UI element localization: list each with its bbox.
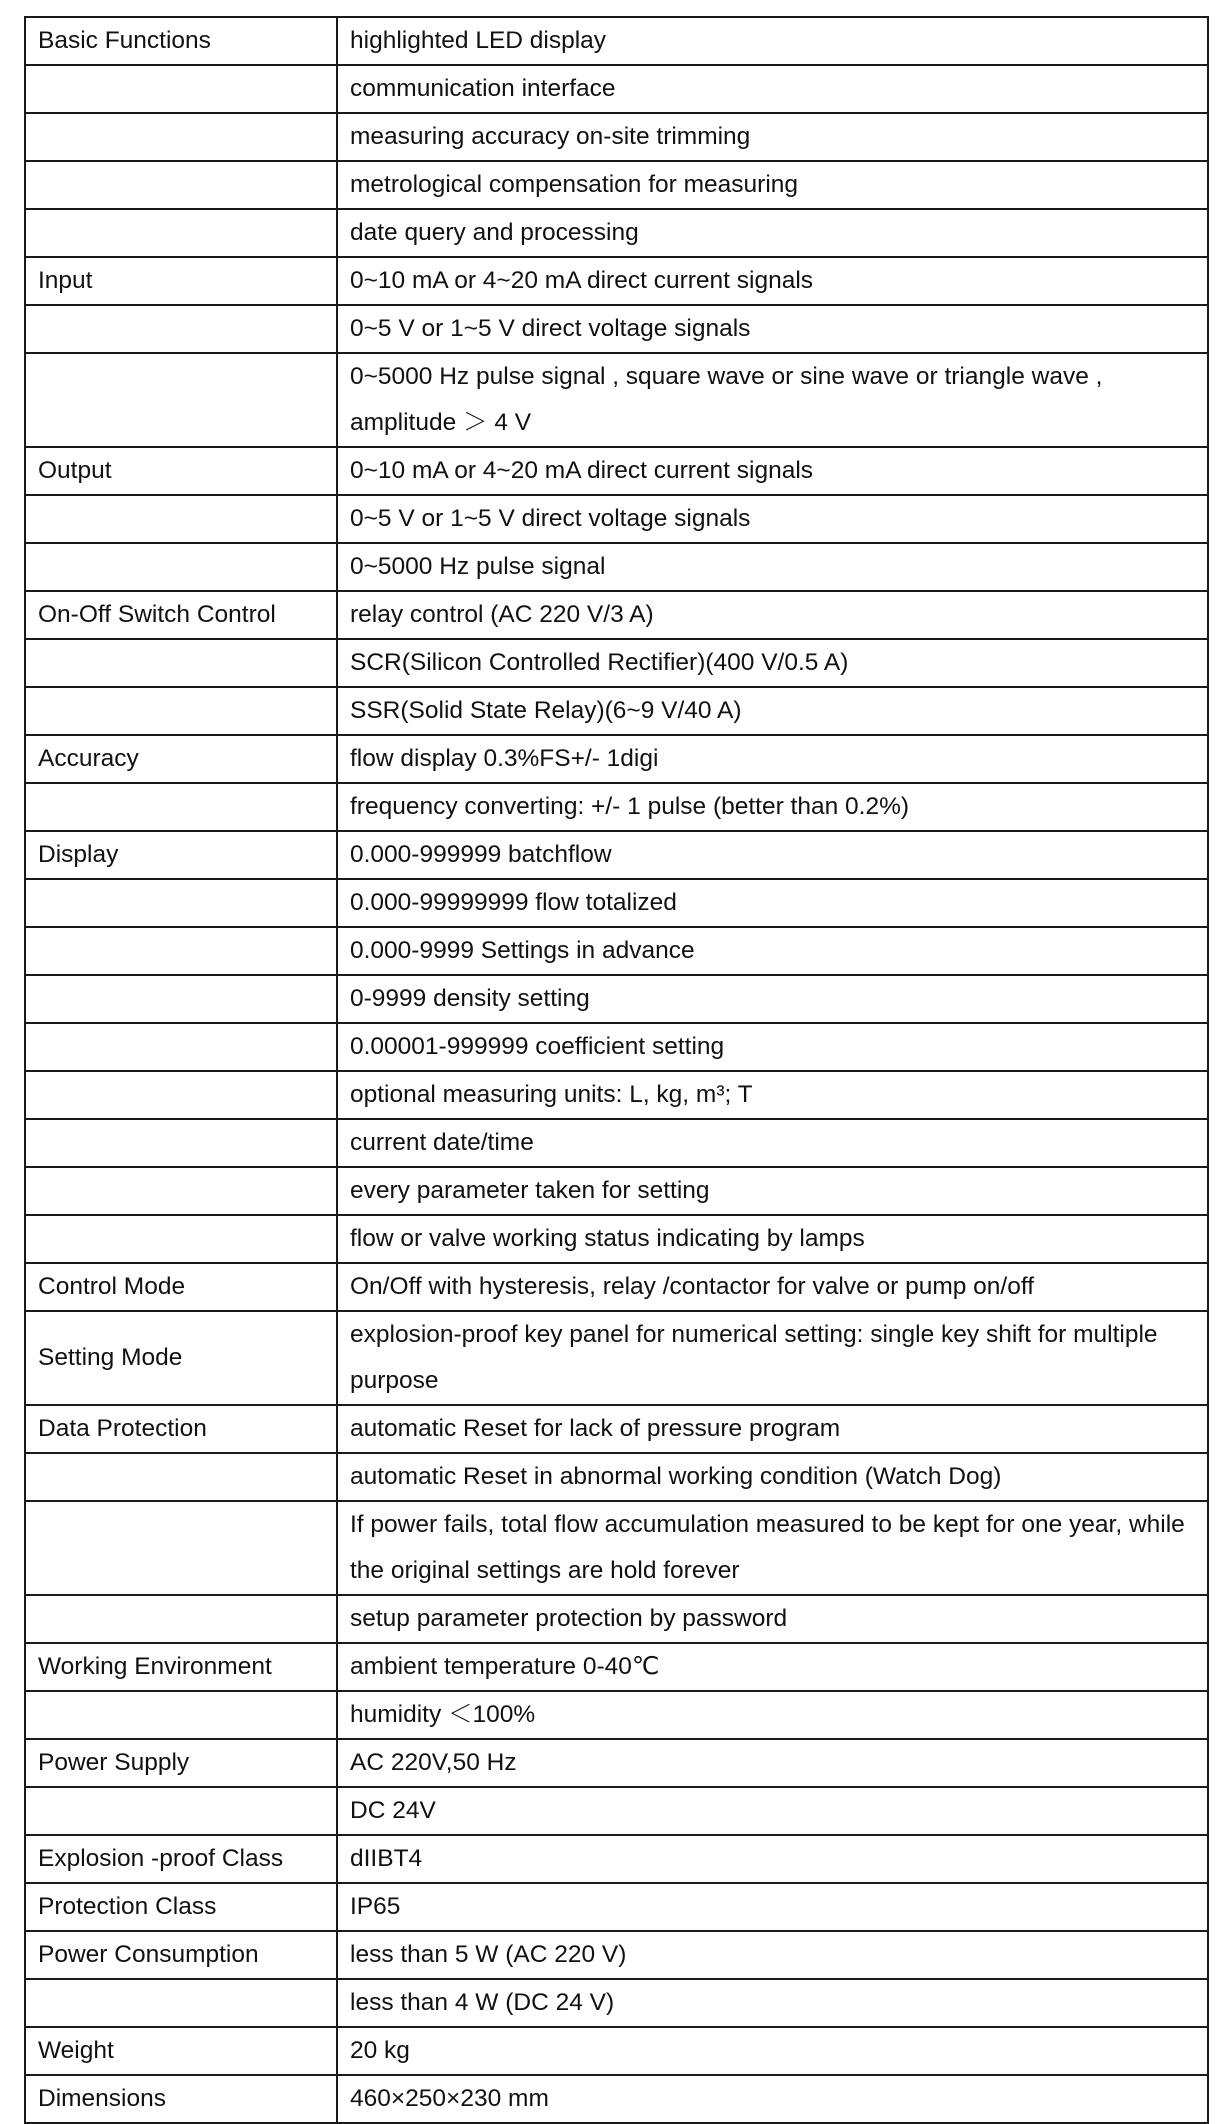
spec-value-cell: date query and processing (337, 209, 1208, 257)
table-row (25, 879, 1208, 927)
spec-value-cell: every parameter taken for setting (337, 1167, 1208, 1215)
table-row (25, 1119, 1208, 1167)
spec-label-cell: Power Consumption (25, 1931, 337, 1979)
spec-label-cell (25, 1453, 337, 1501)
table-row (25, 1263, 1208, 1311)
table-row (25, 927, 1208, 975)
spec-value-cell: 0~10 mA or 4~20 mA direct current signals (337, 447, 1208, 495)
table-row (25, 1501, 1208, 1595)
spec-value-cell: SSR(Solid State Relay)(6~9 V/40 A) (337, 687, 1208, 735)
spec-label-cell: Data Protection (25, 1405, 337, 1453)
spec-value-cell: less than 4 W (DC 24 V) (337, 1979, 1208, 2027)
spec-label-cell (25, 209, 337, 257)
spec-value-cell: On/Off with hysteresis, relay /contactor for valve or pump on/off (337, 1263, 1208, 1311)
table-row (25, 1691, 1208, 1739)
table-row (25, 1071, 1208, 1119)
spec-value-cell: 0.000-9999 Settings in advance (337, 927, 1208, 975)
spec-value-cell: 0~5 V or 1~5 V direct voltage signals (337, 305, 1208, 353)
table-row (25, 1835, 1208, 1883)
table-row (25, 17, 1208, 65)
spec-value-cell: 0.00001-999999 coefficient setting (337, 1023, 1208, 1071)
spec-value-cell: automatic Reset in abnormal working condition (Watch Dog) (337, 1453, 1208, 1501)
spec-label-cell (25, 1691, 337, 1739)
table-row (25, 2027, 1208, 2075)
spec-label-cell (25, 161, 337, 209)
spec-label-cell: Input (25, 257, 337, 305)
spec-value-cell: DC 24V (337, 1787, 1208, 1835)
spec-label-cell (25, 113, 337, 161)
spec-value-cell: flow or valve working status indicating by lamps (337, 1215, 1208, 1263)
spec-value-cell: 460×250×230 mm (337, 2075, 1208, 2123)
spec-label-cell: On-Off Switch Control (25, 591, 337, 639)
table-row (25, 1979, 1208, 2027)
spec-value-cell: IP65 (337, 1883, 1208, 1931)
spec-label-cell (25, 1787, 337, 1835)
table-row (25, 1311, 1208, 1405)
spec-label-cell (25, 1119, 337, 1167)
table-row (25, 495, 1208, 543)
table-row (25, 1215, 1208, 1263)
spec-value-cell: humidity ＜100% (337, 1691, 1208, 1739)
spec-label-cell: Accuracy (25, 735, 337, 783)
spec-label-cell: Working Environment (25, 1643, 337, 1691)
spec-value-cell: 0~5 V or 1~5 V direct voltage signals (337, 495, 1208, 543)
table-row (25, 1883, 1208, 1931)
spec-label-cell (25, 495, 337, 543)
table-row (25, 1787, 1208, 1835)
spec-value-cell: 20 kg (337, 2027, 1208, 2075)
spec-label-cell (25, 1215, 337, 1263)
spec-value-cell: 0~5000 Hz pulse signal , square wave or sine wave or triangle wave , amplitude ＞ 4 V (337, 353, 1208, 447)
spec-label-cell: Setting Mode (25, 1311, 337, 1405)
spec-value-cell: ambient temperature 0-40℃ (337, 1643, 1208, 1691)
spec-label-cell (25, 1501, 337, 1595)
spec-label-cell: Display (25, 831, 337, 879)
spec-label-cell (25, 783, 337, 831)
spec-label-cell: Output (25, 447, 337, 495)
spec-label-cell (25, 639, 337, 687)
table-row (25, 1595, 1208, 1643)
spec-label-cell: Basic Functions (25, 17, 337, 65)
spec-value-cell: frequency converting: +/- 1 pulse (better than 0.2%) (337, 783, 1208, 831)
spec-label-cell: Protection Class (25, 1883, 337, 1931)
spec-value-cell: 0~5000 Hz pulse signal (337, 543, 1208, 591)
table-row (25, 975, 1208, 1023)
table-row (25, 257, 1208, 305)
table-row (25, 353, 1208, 447)
spec-value-cell: highlighted LED display (337, 17, 1208, 65)
spec-label-cell (25, 1979, 337, 2027)
table-row (25, 1405, 1208, 1453)
spec-label-cell: Weight (25, 2027, 337, 2075)
spec-value-cell: AC 220V,50 Hz (337, 1739, 1208, 1787)
spec-label-cell (25, 975, 337, 1023)
table-row (25, 65, 1208, 113)
spec-value-cell: optional measuring units: L, kg, m³; T (337, 1071, 1208, 1119)
spec-value-cell: less than 5 W (AC 220 V) (337, 1931, 1208, 1979)
spec-value-cell: metrological compensation for measuring (337, 161, 1208, 209)
spec-value-cell: SCR(Silicon Controlled Rectifier)(400 V/0.5 A) (337, 639, 1208, 687)
spec-label-cell (25, 543, 337, 591)
table-row (25, 209, 1208, 257)
spec-value-cell: 0.000-999999 batchflow (337, 831, 1208, 879)
table-row (25, 1453, 1208, 1501)
spec-label-cell: Dimensions (25, 2075, 337, 2123)
spec-label-cell: Control Mode (25, 1263, 337, 1311)
table-row (25, 1643, 1208, 1691)
table-row (25, 305, 1208, 353)
table-row (25, 735, 1208, 783)
table-row (25, 161, 1208, 209)
spec-value-cell: automatic Reset for lack of pressure program (337, 1405, 1208, 1453)
spec-label-cell (25, 1595, 337, 1643)
table-row (25, 1167, 1208, 1215)
spec-value-cell: measuring accuracy on-site trimming (337, 113, 1208, 161)
spec-value-cell: setup parameter protection by password (337, 1595, 1208, 1643)
table-row (25, 639, 1208, 687)
table-row (25, 687, 1208, 735)
spec-value-cell: relay control (AC 220 V/3 A) (337, 591, 1208, 639)
table-row (25, 2075, 1208, 2123)
spec-label-cell (25, 65, 337, 113)
spec-value-cell: 0~10 mA or 4~20 mA direct current signals (337, 257, 1208, 305)
table-row (25, 1739, 1208, 1787)
spec-value-cell: 0.000-99999999 flow totalized (337, 879, 1208, 927)
spec-value-cell: 0-9999 density setting (337, 975, 1208, 1023)
table-row (25, 543, 1208, 591)
table-row (25, 591, 1208, 639)
spec-value-cell: current date/time (337, 1119, 1208, 1167)
spec-table (24, 16, 1209, 2124)
spec-table-body (25, 17, 1208, 2123)
table-row (25, 1931, 1208, 1979)
spec-value-cell: dIIBT4 (337, 1835, 1208, 1883)
spec-label-cell: Explosion -proof Class (25, 1835, 337, 1883)
spec-label-cell (25, 353, 337, 447)
spec-label-cell: Power Supply (25, 1739, 337, 1787)
spec-value-cell: explosion-proof key panel for numerical setting: single key shift for multiple purpose (337, 1311, 1208, 1405)
spec-label-cell (25, 927, 337, 975)
spec-label-cell (25, 1167, 337, 1215)
spec-label-cell (25, 1023, 337, 1071)
table-row (25, 783, 1208, 831)
spec-label-cell (25, 687, 337, 735)
table-row (25, 113, 1208, 161)
spec-value-cell: If power fails, total flow accumulation measured to be kept for one year, while the original settings are hold forever (337, 1501, 1208, 1595)
table-row (25, 447, 1208, 495)
spec-label-cell (25, 879, 337, 927)
spec-label-cell (25, 1071, 337, 1119)
table-row (25, 1023, 1208, 1071)
spec-value-cell: flow display 0.3%FS+/- 1digi (337, 735, 1208, 783)
table-row (25, 831, 1208, 879)
spec-value-cell: communication interface (337, 65, 1208, 113)
spec-label-cell (25, 305, 337, 353)
